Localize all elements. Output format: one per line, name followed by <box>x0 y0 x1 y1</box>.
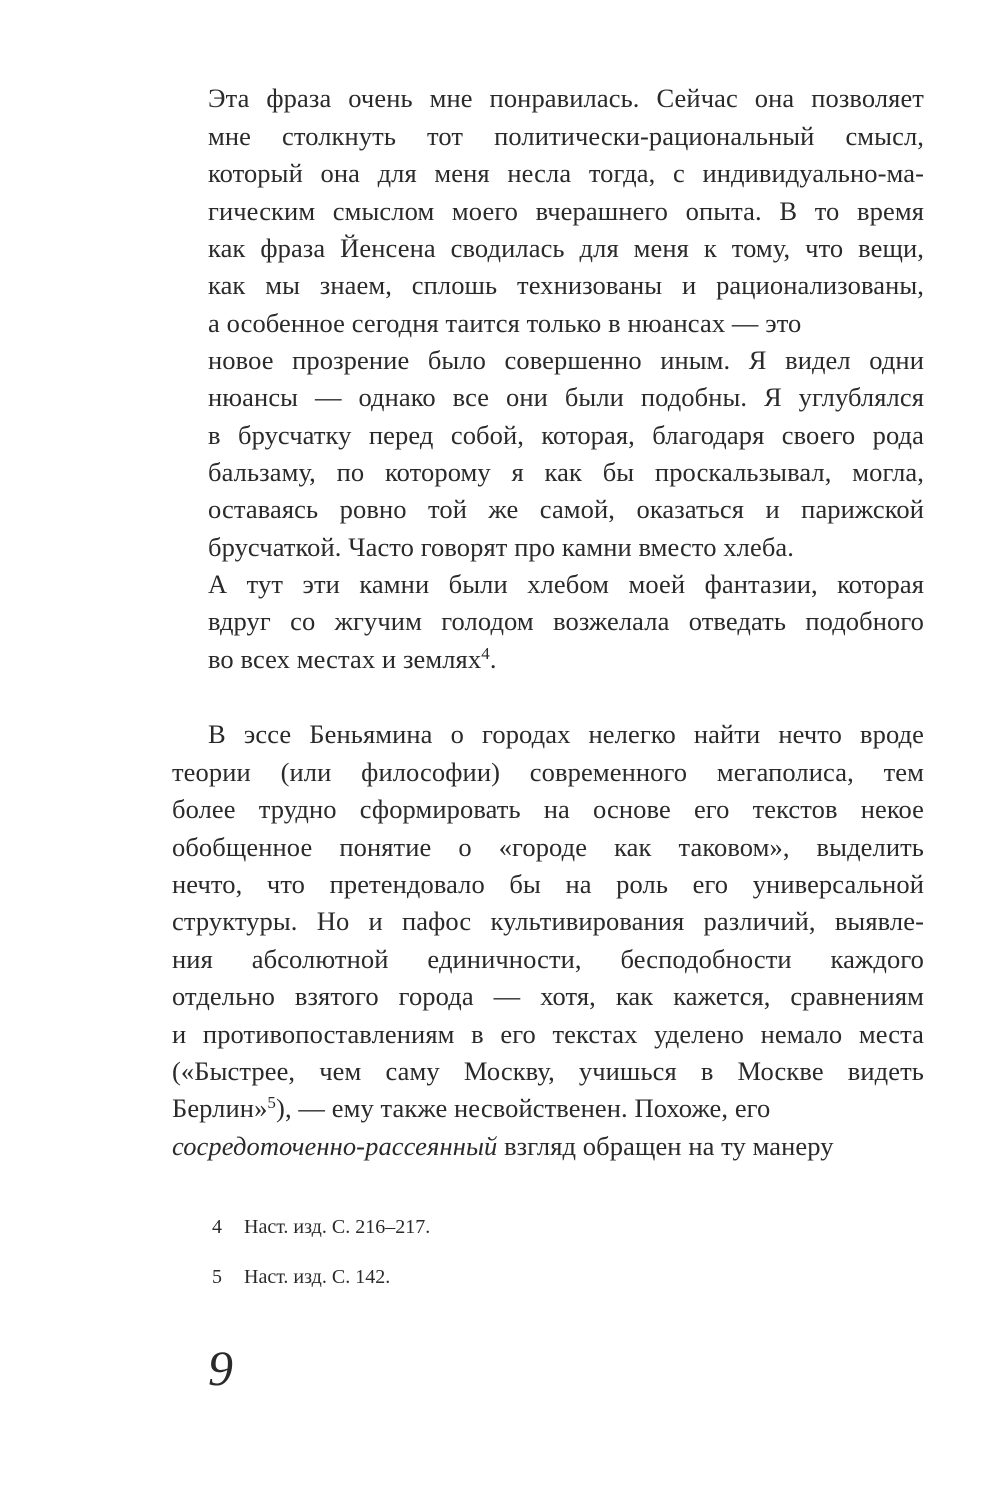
page-number: 9 <box>208 1340 233 1396</box>
italic-emphasis: сосредоточенно-рассеянный <box>172 1131 498 1161</box>
quote-line: новое прозрение было совершенно иным. Я видел одни <box>208 345 924 375</box>
paragraph-line: В эссе Беньямина о городах нелегко найти нечто вроде <box>208 719 924 749</box>
paragraph-line-text: Берлин» <box>172 1093 268 1123</box>
quote-line: вдруг со жгучим голодом возжелала отведать подобного <box>208 606 924 636</box>
footnote-ref-5[interactable]: 5 <box>267 1093 277 1112</box>
paragraph-line: нечто, что претендовало бы на роль его универсальной <box>172 869 924 899</box>
paragraph-line-text: ), — ему также несвойственен. Похоже, его <box>276 1093 771 1123</box>
footnote-text: Наст. изд. С. 142. <box>244 1266 391 1288</box>
footnote-text: Наст. изд. С. 216–217. <box>244 1216 431 1238</box>
paragraph-line <box>172 1128 924 1165</box>
paragraph-line: обобщенное понятие о «городе как таковом», выделить <box>172 832 924 862</box>
quote-last-line <box>208 641 924 678</box>
paragraph-line: теории (или философии) современного мегаполиса, тем <box>172 757 924 787</box>
quote-line: Эта фраза очень мне понравилась. Сейчас она позволяет <box>208 83 924 113</box>
quote-line: бальзаму, по которому я как бы проскальзывал, могла, <box>208 457 924 487</box>
quote-line: в брусчатку перед собой, которая, благодаря своего рода <box>208 420 924 450</box>
quote-line: как фраза Йенсена сводилась для меня к тому, что вещи, <box>208 233 924 263</box>
quote-line: нюансы — однако все они были подобны. Я углублялся <box>208 382 924 412</box>
paragraph-line: отдельно взятого города — хотя, как кажется, сравнениям <box>172 981 924 1011</box>
paragraph-line-text: взгляд обращен на ту манеру <box>497 1131 834 1161</box>
quote-line: гическим смыслом моего вчерашнего опыта. В то время <box>208 196 924 226</box>
quote-end-punct: . <box>489 644 497 674</box>
footnote-number: 5 <box>212 1266 222 1288</box>
quote-line: мне столкнуть тот политически-рациональный смысл, <box>208 121 924 151</box>
paragraph-line: более трудно сформировать на основе его текстов некое <box>172 794 924 824</box>
footnote-ref-4[interactable]: 4 <box>481 644 490 663</box>
quote-line: который она для меня несла тогда, с индивидуально-ма- <box>208 158 924 188</box>
paragraph-line <box>172 1090 924 1127</box>
quote-line: брусчаткой. Часто говорят про камни вместо хлеба. <box>208 532 795 562</box>
quote-line: А тут эти камни были хлебом моей фантазии, которая <box>208 569 924 599</box>
footnote-4 <box>212 1213 430 1241</box>
footnote-number: 4 <box>212 1216 222 1238</box>
paragraph-line: и противопоставлениям в его текстах уделено немало места <box>172 1019 924 1049</box>
quote-line: как мы знаем, сплошь технизованы и рационализованы, <box>208 270 924 300</box>
footnote-5 <box>212 1263 390 1291</box>
paragraph-line: («Быстрее, чем саму Москву, учишься в Москве видеть <box>172 1056 924 1086</box>
paragraph-line: структуры. Но и пафос культивирования различий, выявле- <box>172 906 924 936</box>
quote-line: а особенное сегодня таится только в нюансах — это <box>208 308 802 338</box>
quote-last-line-text: во всех местах и землях <box>208 644 482 674</box>
paragraph-line: ния абсолютной единичности, бесподобности каждого <box>172 944 924 974</box>
quote-line: оставаясь ровно той же самой, оказаться и парижской <box>208 494 924 524</box>
